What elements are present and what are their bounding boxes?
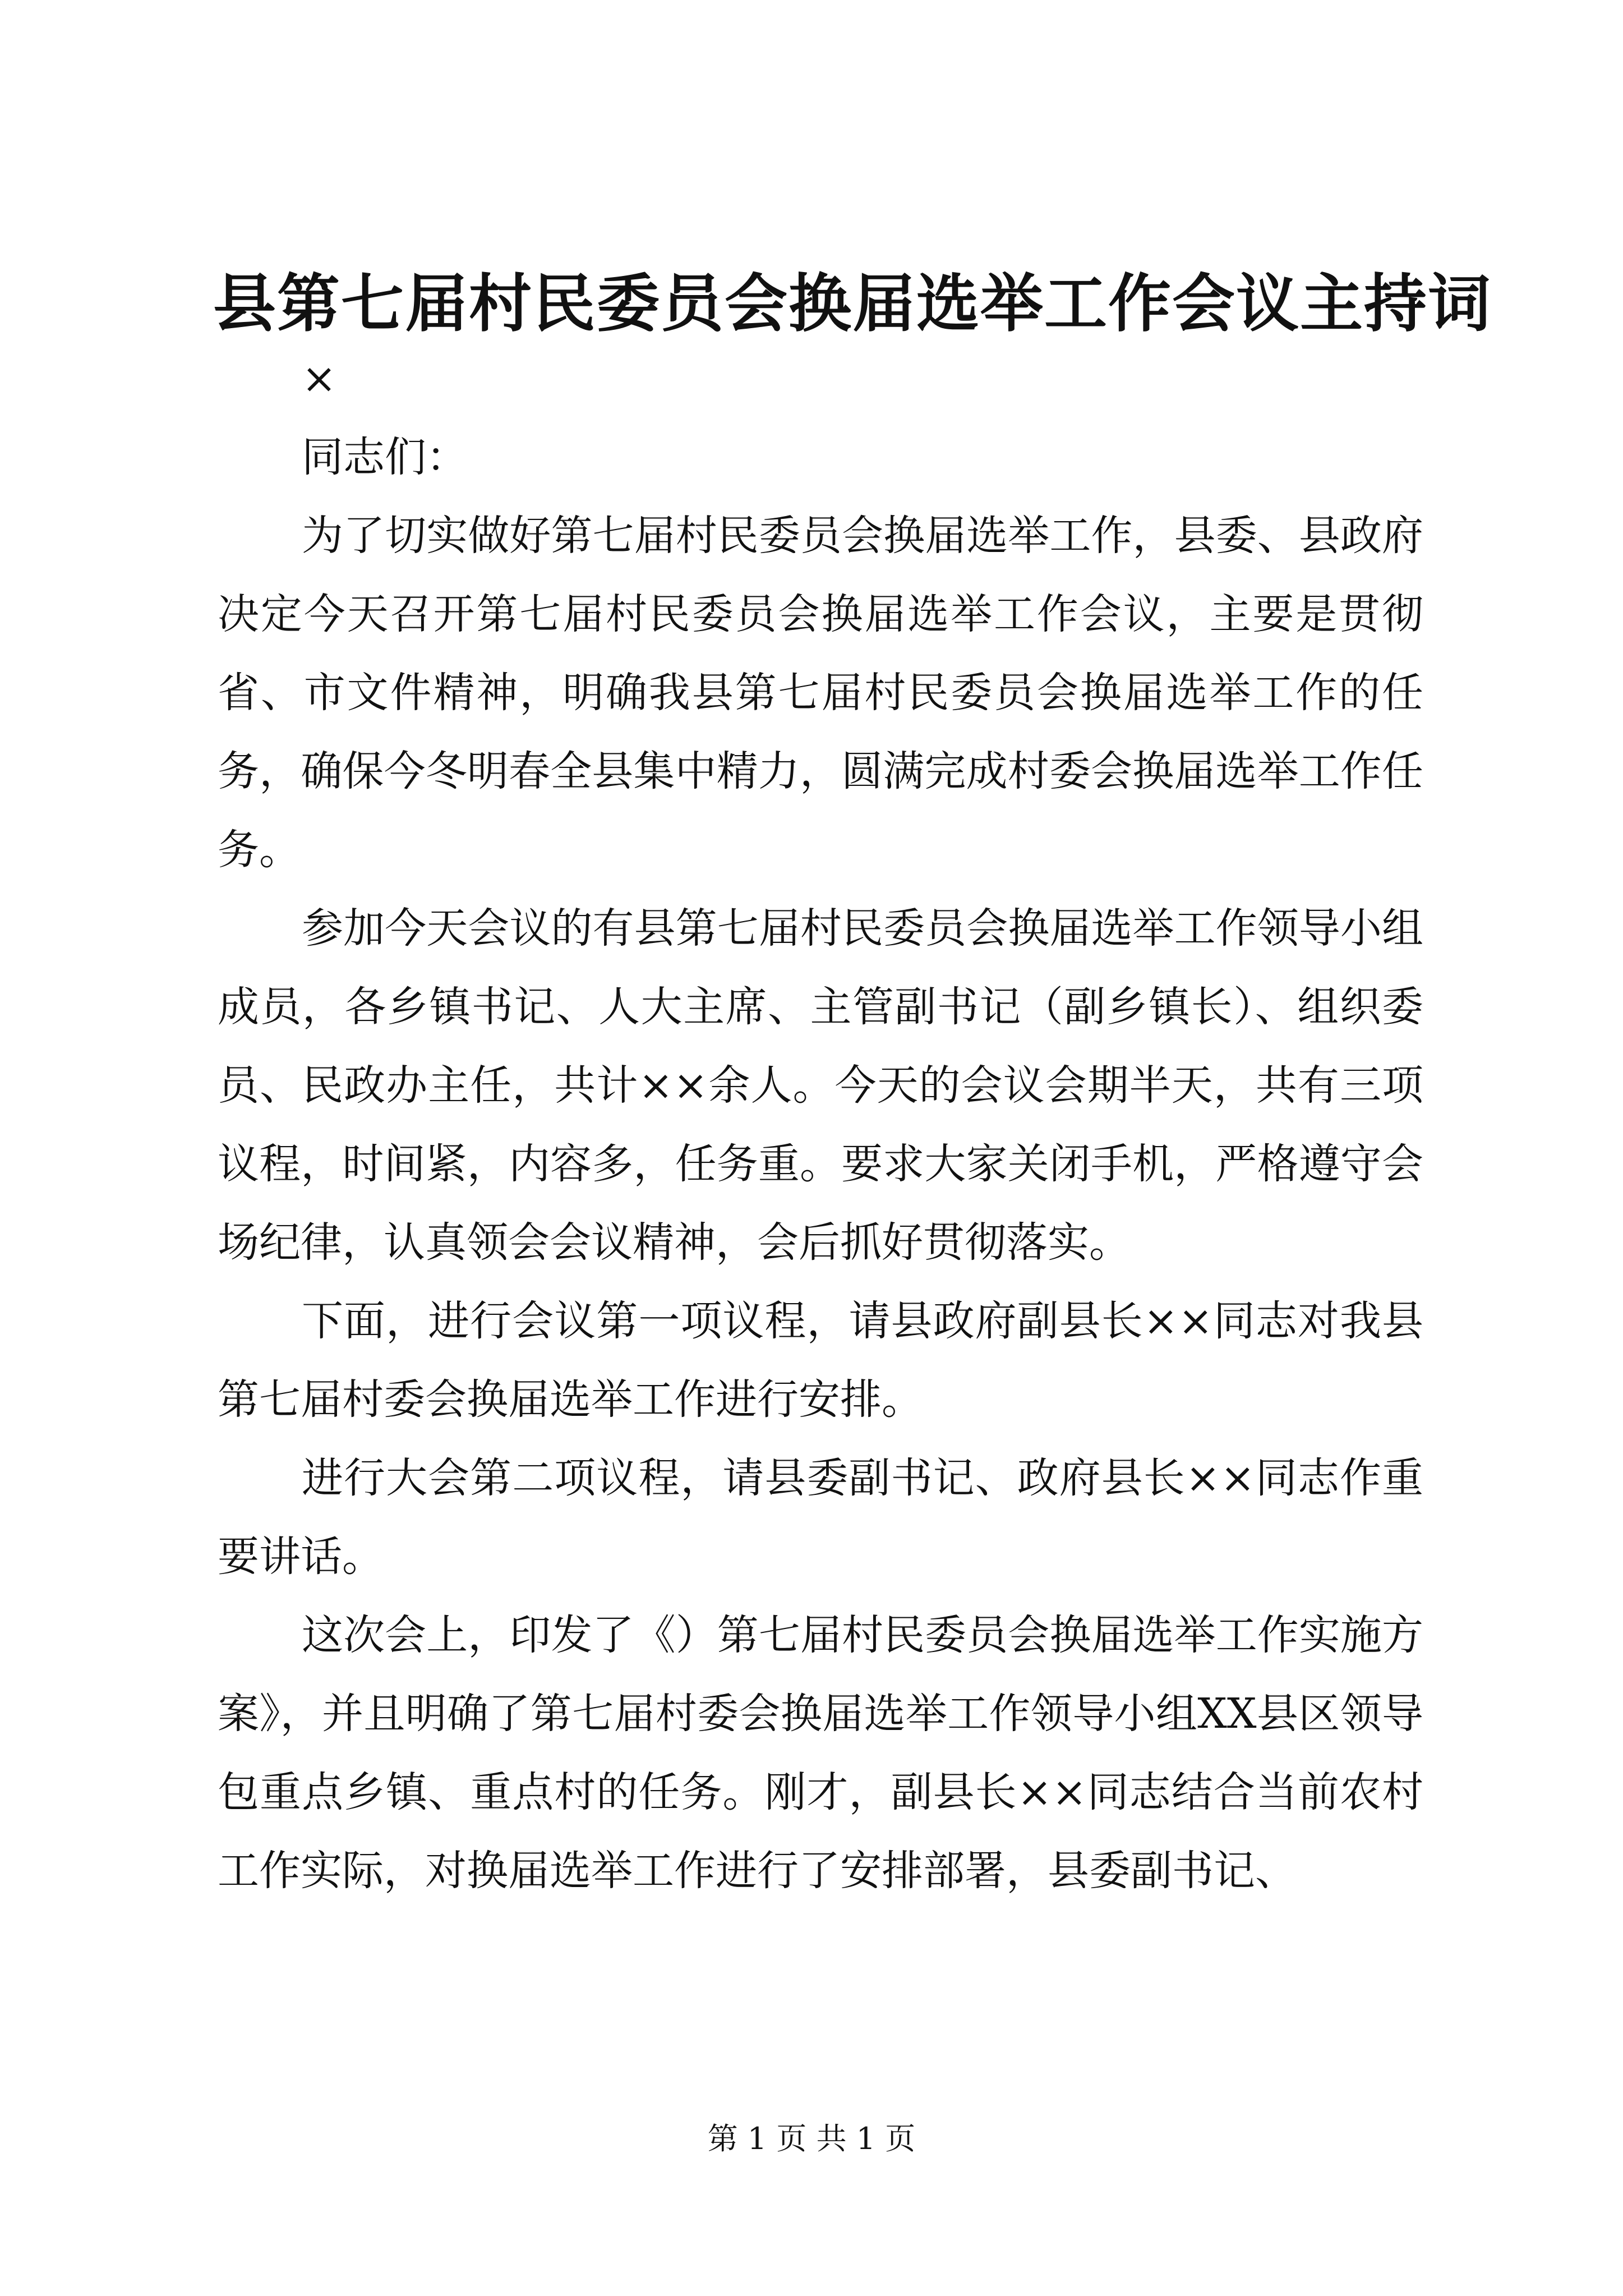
paragraph-5: 这次会上，印发了《）第七届村民委员会换届选举工作实施方案》，并且明确了第七届村委会换届选举工作领导小组XX县区领导包重点乡镇、重点村的任务。刚才，副县长××同志结合当前农村工作实际，对换届选举工作进行了安排部署，县委副书记、 [218, 1611, 1423, 1895]
document-title: 县第七届村民委员会换届选举工作会议主持词 [213, 267, 1492, 341]
paragraph-3: 下面，进行会议第一项议程，请县政府副县长××同志对我县第七届村委会换届选举工作进行安排。 [218, 1297, 1423, 1424]
salutation: 同志们： [302, 433, 468, 481]
paragraph-1: 为了切实做好第七届村民委员会换届选举工作，县委、县政府决定今天召开第七届村民委员会换届选举工作会议，主要是贯彻省、市文件精神，明确我县第七届村民委员会换届选举工作的任务，确保今冬明春全县集中精力，圆满完成村委会换届选举工作任务。 [218, 512, 1423, 874]
author-line: × [302, 355, 337, 403]
page-footer [0, 2115, 1623, 2158]
paragraph-2: 参加今天会议的有县第七届村民委员会换届选举工作领导小组成员，各乡镇书记、人大主席、主管副书记（副乡镇长）、组织委员、民政办主任，共计××余人。今天的会议会期半天，共有三项议程，时间紧，内容多，任务重。要求大家关闭手机，严格遵守会场纪律，认真领会会议精神，会后抓好贯彻落实。 [218, 904, 1423, 1267]
page-number-label: 第 1 页 共 1 页 [707, 2121, 916, 2156]
paragraph-4: 进行大会第二项议程，请县委副书记、政府县长××同志作重要讲话。 [218, 1454, 1423, 1581]
document-body [218, 339, 1423, 1910]
